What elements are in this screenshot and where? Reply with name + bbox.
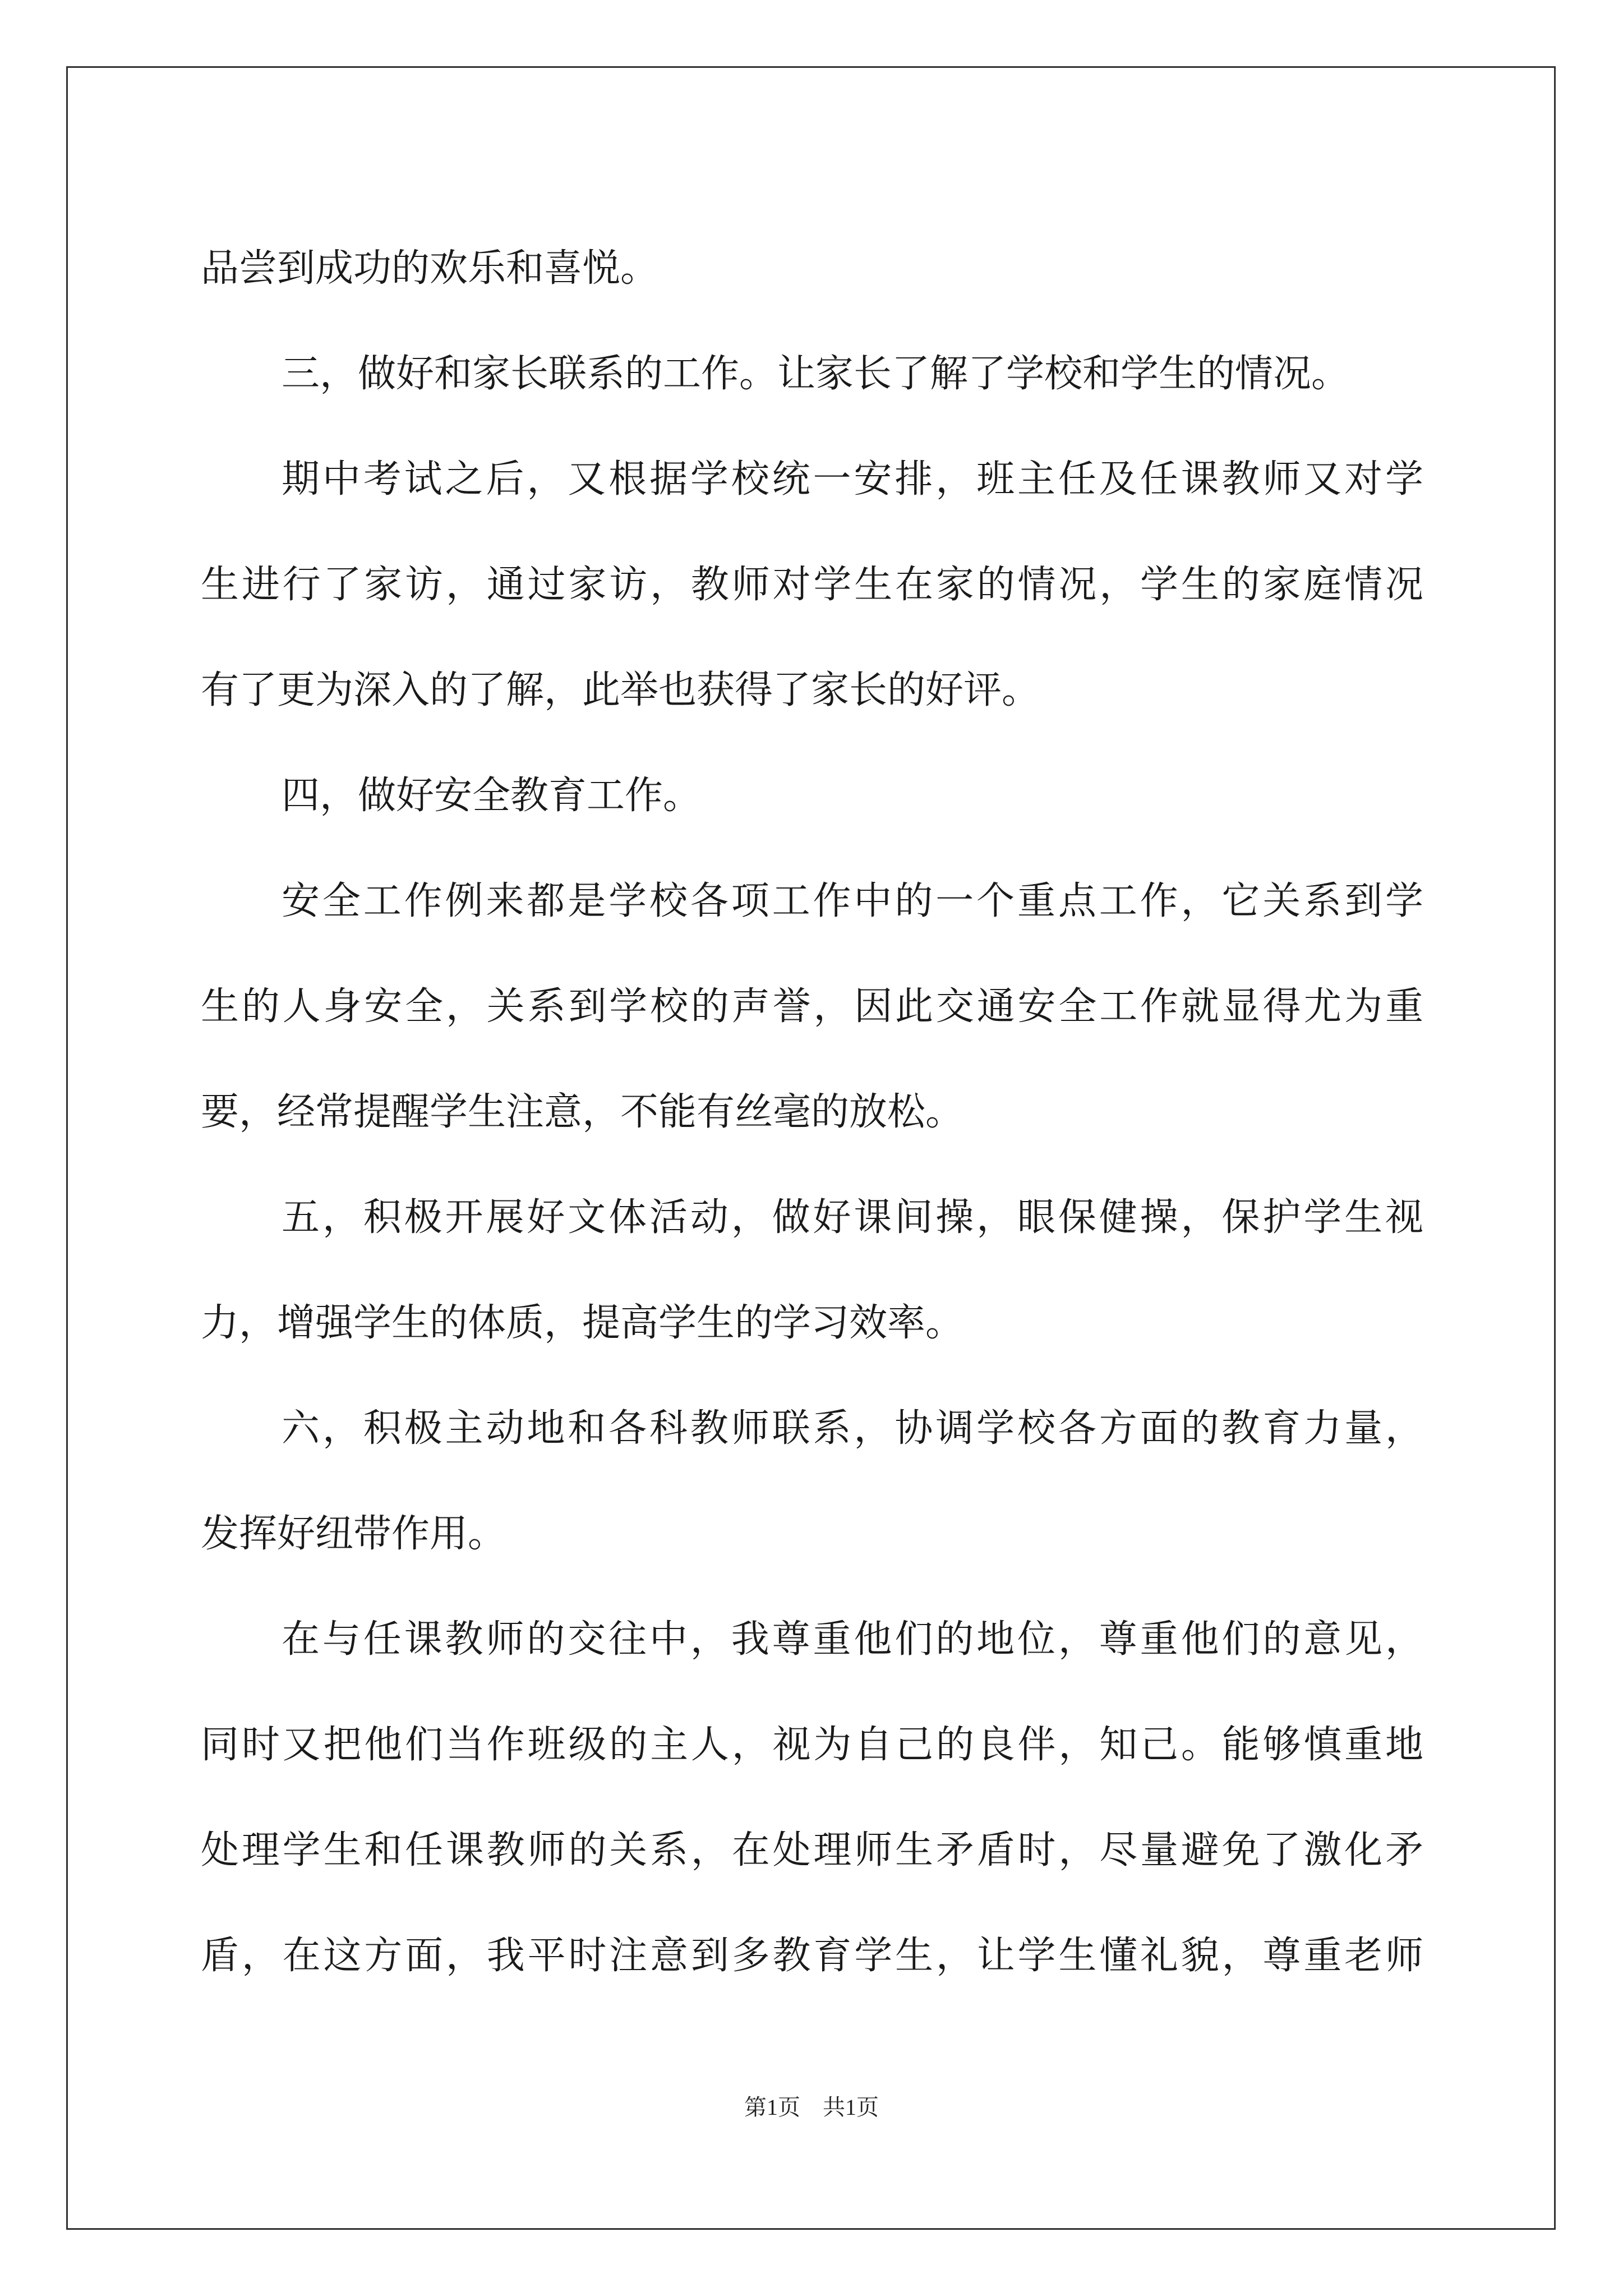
text-line: 品尝到成功的欢乐和喜悦。 (201, 246, 659, 291)
text-line: 三，做好和家长联系的工作。让家长了解了学校和学生的情况。 (282, 352, 1350, 396)
text-line: 发挥好纽带作用。 (201, 1512, 506, 1556)
text-line: 四，做好安全教育工作。 (282, 774, 702, 818)
text-line: 同时又把他们当作班级的主人，视为自己的良伴，知己。能够慎重地 (201, 1723, 1423, 1767)
text-line: 生的人身安全，关系到学校的声誉，因此交通安全工作就显得尤为重 (201, 984, 1423, 1029)
text-line: 力，增强学生的体质，提高学生的学习效率。 (201, 1301, 964, 1345)
text-line: 要，经常提醒学生注意，不能有丝毫的放松。 (201, 1090, 964, 1134)
document-body (201, 216, 1423, 2009)
text-line: 期中考试之后，又根据学校统一安排，班主任及任课教师又对学 (282, 457, 1423, 501)
page-number-footer: 第1页 共1页 (744, 2095, 879, 2120)
text-line: 安全工作例来都是学校各项工作中的一个重点工作，它关系到学 (282, 879, 1423, 923)
text-line: 五，积极开展好文体活动，做好课间操，眼保健操，保护学生视 (282, 1195, 1423, 1240)
text-line: 盾，在这方面，我平时注意到多教育学生，让学生懂礼貌，尊重老师 (201, 1934, 1423, 1978)
text-line: 在与任课教师的交往中，我尊重他们的地位，尊重他们的意见， (282, 1617, 1423, 1662)
text-line: 处理学生和任课教师的关系，在处理师生矛盾时，尽量避免了激化矛 (201, 1828, 1423, 1872)
text-line: 生进行了家访，通过家访，教师对学生在家的情况，学生的家庭情况 (201, 563, 1423, 607)
text-line: 六，积极主动地和各科教师联系，协调学校各方面的教育力量， (282, 1406, 1423, 1451)
text-line: 有了更为深入的了解，此举也获得了家长的好评。 (201, 668, 1040, 712)
